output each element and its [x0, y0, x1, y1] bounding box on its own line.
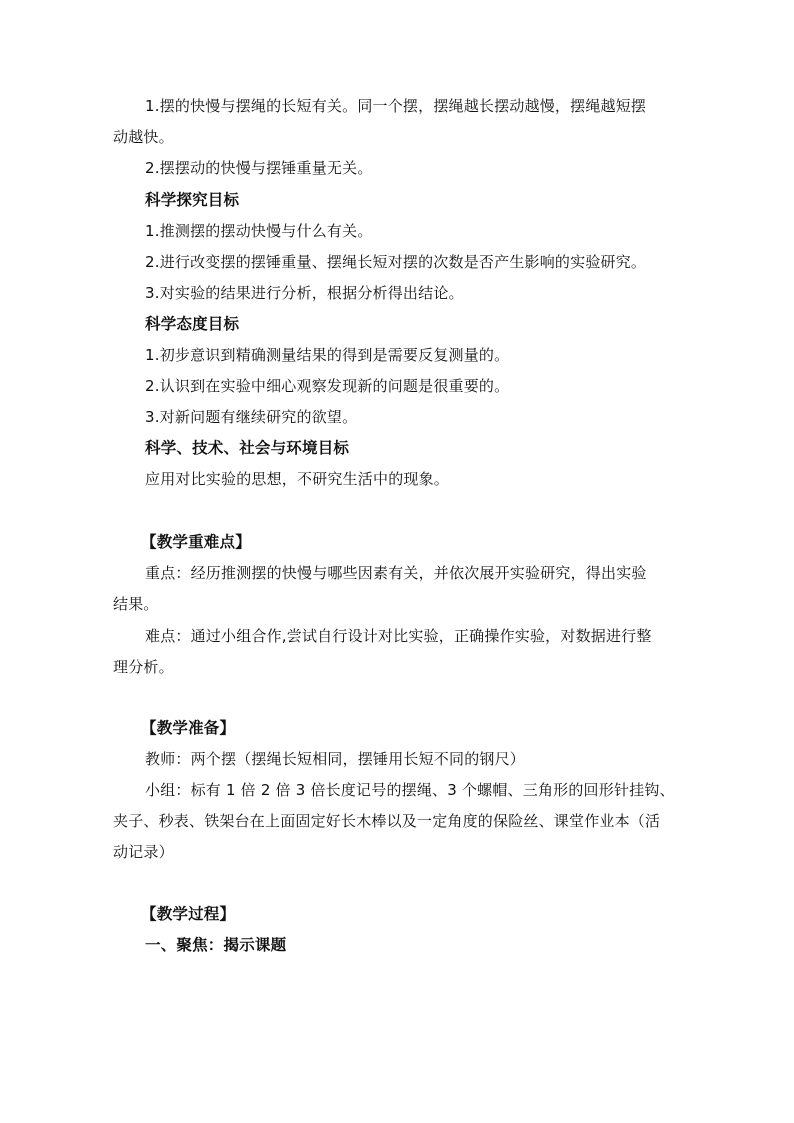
attitude-item-1: 1.初步意识到精确测量结果的得到是需要反复测量的。	[145, 346, 510, 364]
inquiry-item-3: 3.对实验的结果进行分析，根据分析得出结论。	[145, 284, 464, 302]
inquiry-heading: 科学探究目标	[145, 191, 240, 209]
inquiry-item-2: 2.进行改变摆的摆锤重量、摆绳长短对摆的次数是否产生影响的实验研究。	[145, 253, 647, 271]
knowledge-item-1-cont: 动越快。	[113, 128, 174, 146]
process-section-1: 一、聚焦：揭示课题	[145, 936, 287, 954]
prep-teacher: 教师：两个摆（摆绳长短相同，摆锤用长短不同的钢尺）	[145, 750, 526, 768]
focus-text: 重点：经历推测摆的快慢与哪些因素有关，并依次展开实验研究，得出实验	[145, 564, 647, 582]
difficulty-text: 难点：通过小组合作,尝试自行设计对比实验，正确操作实验，对数据进行整	[145, 627, 652, 645]
focus-text-cont: 结果。	[113, 595, 159, 613]
keypoints-heading: 【教学重难点】	[141, 533, 251, 551]
attitude-heading: 科学态度目标	[145, 315, 240, 333]
sts-text: 应用对比实验的思想，不研究生活中的现象。	[145, 470, 450, 488]
knowledge-item-2: 2.摆摆动的快慢与摆锤重量无关。	[145, 159, 373, 177]
inquiry-item-1: 1.推测摆的摆动快慢与什么有关。	[145, 222, 373, 240]
prep-heading: 【教学准备】	[141, 719, 236, 737]
prep-group-cont-2: 动记录）	[113, 843, 174, 861]
difficulty-text-cont: 理分析。	[113, 658, 174, 676]
attitude-item-2: 2.认识到在实验中细心观察发现新的问题是很重要的。	[145, 377, 510, 395]
prep-group-cont-1: 夹子、秒表、铁架台在上面固定好长木棒以及一定角度的保险丝、课堂作业本（活	[113, 812, 661, 830]
knowledge-item-1: 1.摆的快慢与摆绳的长短有关。同一个摆，摆绳越长摆动越慢，摆绳越短摆	[145, 97, 647, 115]
attitude-item-3: 3.对新问题有继续研究的欲望。	[145, 408, 358, 426]
prep-group: 小组：标有 1 倍 2 倍 3 倍长度记号的摆绳、3 个螺帽、三角形的回形针挂钩、	[145, 781, 675, 799]
sts-heading: 科学、技术、社会与环境目标	[145, 439, 350, 457]
process-heading: 【教学过程】	[141, 905, 236, 923]
